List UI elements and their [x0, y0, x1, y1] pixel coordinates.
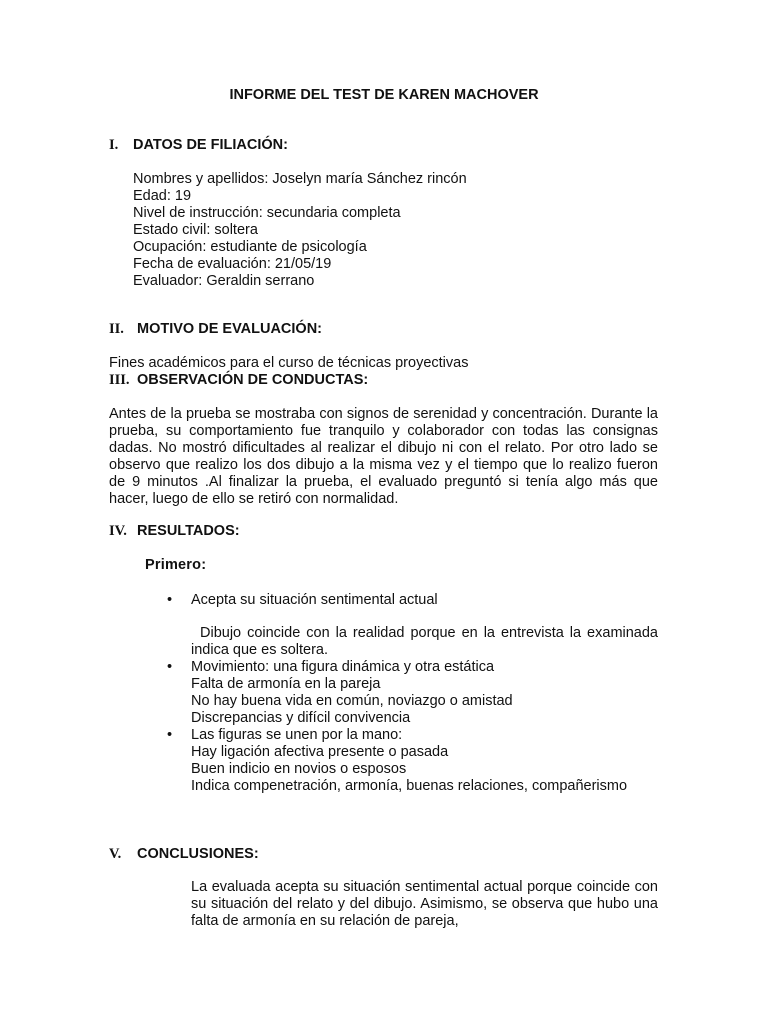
section-heading-motivo — [109, 321, 322, 338]
section-number: V. — [109, 846, 122, 862]
filiacion-line: Estado civil: soltera — [133, 222, 258, 238]
section-number: II. — [109, 321, 124, 337]
filiacion-line: Ocupación: estudiante de psicología — [133, 239, 367, 255]
section-heading-resultados — [109, 523, 240, 540]
filiacion-line: Nombres y apellidos: Joselyn maría Sánchez rincón — [133, 171, 467, 187]
section-title: RESULTADOS: — [137, 523, 240, 539]
section-title: DATOS DE FILIACIÓN: — [133, 137, 288, 153]
section-number: I. — [109, 137, 119, 153]
section-heading-conclusiones — [109, 846, 259, 863]
filiacion-block — [133, 171, 467, 290]
list-item-text: Las figuras se unen por la mano: — [191, 727, 403, 743]
section-title: CONCLUSIONES: — [137, 846, 259, 862]
bullet-icon: • — [167, 727, 173, 743]
list-item — [167, 727, 627, 795]
list-item-text: Falta de armonía en la pareja — [191, 676, 381, 692]
filiacion-line: Fecha de evaluación: 21/05/19 — [133, 256, 332, 272]
filiacion-line: Evaluador: Geraldin serrano — [133, 273, 315, 289]
list-item-text: Discrepancias y difícil convivencia — [191, 710, 411, 726]
list-item-text: Buen indicio en novios o esposos — [191, 761, 407, 777]
list-item-text: No hay buena vida en común, noviazgo o amistad — [191, 693, 513, 709]
list-item-text: Movimiento: una figura dinámica y otra estática — [191, 659, 495, 675]
bullet-detail-paragraph: Dibujo coincide con la realidad porque en la entrevista la examinada indica que es soltera. — [191, 625, 658, 658]
section-title: MOTIVO DE EVALUACIÓN: — [137, 321, 323, 337]
section-heading-filiacion — [109, 137, 288, 154]
list-item — [167, 592, 438, 609]
list-item-text: Hay ligación afectiva presente o pasada — [191, 744, 449, 760]
list-item-text: Acepta su situación sentimental actual — [191, 592, 438, 608]
section-heading-observacion — [109, 372, 368, 389]
section-number: IV. — [109, 523, 127, 539]
motivo-text: Fines académicos para el curso de técnicas proyectivas — [109, 355, 469, 371]
bullet-icon: • — [167, 659, 173, 675]
filiacion-line: Nivel de instrucción: secundaria completa — [133, 205, 401, 221]
section-title: OBSERVACIÓN DE CONDUCTAS: — [137, 372, 369, 388]
resultados-subtitle: Primero: — [145, 557, 207, 573]
section-number: III. — [109, 372, 130, 388]
list-item-text: Indica compenetración, armonía, buenas relaciones, compañerismo — [191, 778, 628, 794]
observacion-paragraph: Antes de la prueba se mostraba con signos de serenidad y concentración. Durante la prueba, su comportamiento fue tranquilo y colaborador con todas las consignas dadas. No mostró dificultades al realizar el dibujo ni con el relato. Por otro lado se observo que realizo los dos dibujo a la misma vez y el tiempo que lo realizo fueron de 9 minutos .Al finalizar la prueba, el evaluado preguntó si tenía algo más que hacer, luego de ello se retiró con normalidad. — [109, 406, 658, 507]
conclusiones-paragraph: La evaluada acepta su situación sentimental actual porque coincide con su situación del relato y del dibujo. Asimismo, se observa que hubo una falta de armonía en su relación de pareja, — [191, 879, 658, 929]
list-item — [167, 659, 513, 727]
document-title: INFORME DEL TEST DE KAREN MACHOVER — [229, 87, 539, 103]
bullet-icon: • — [167, 592, 173, 608]
filiacion-line: Edad: 19 — [133, 188, 192, 204]
